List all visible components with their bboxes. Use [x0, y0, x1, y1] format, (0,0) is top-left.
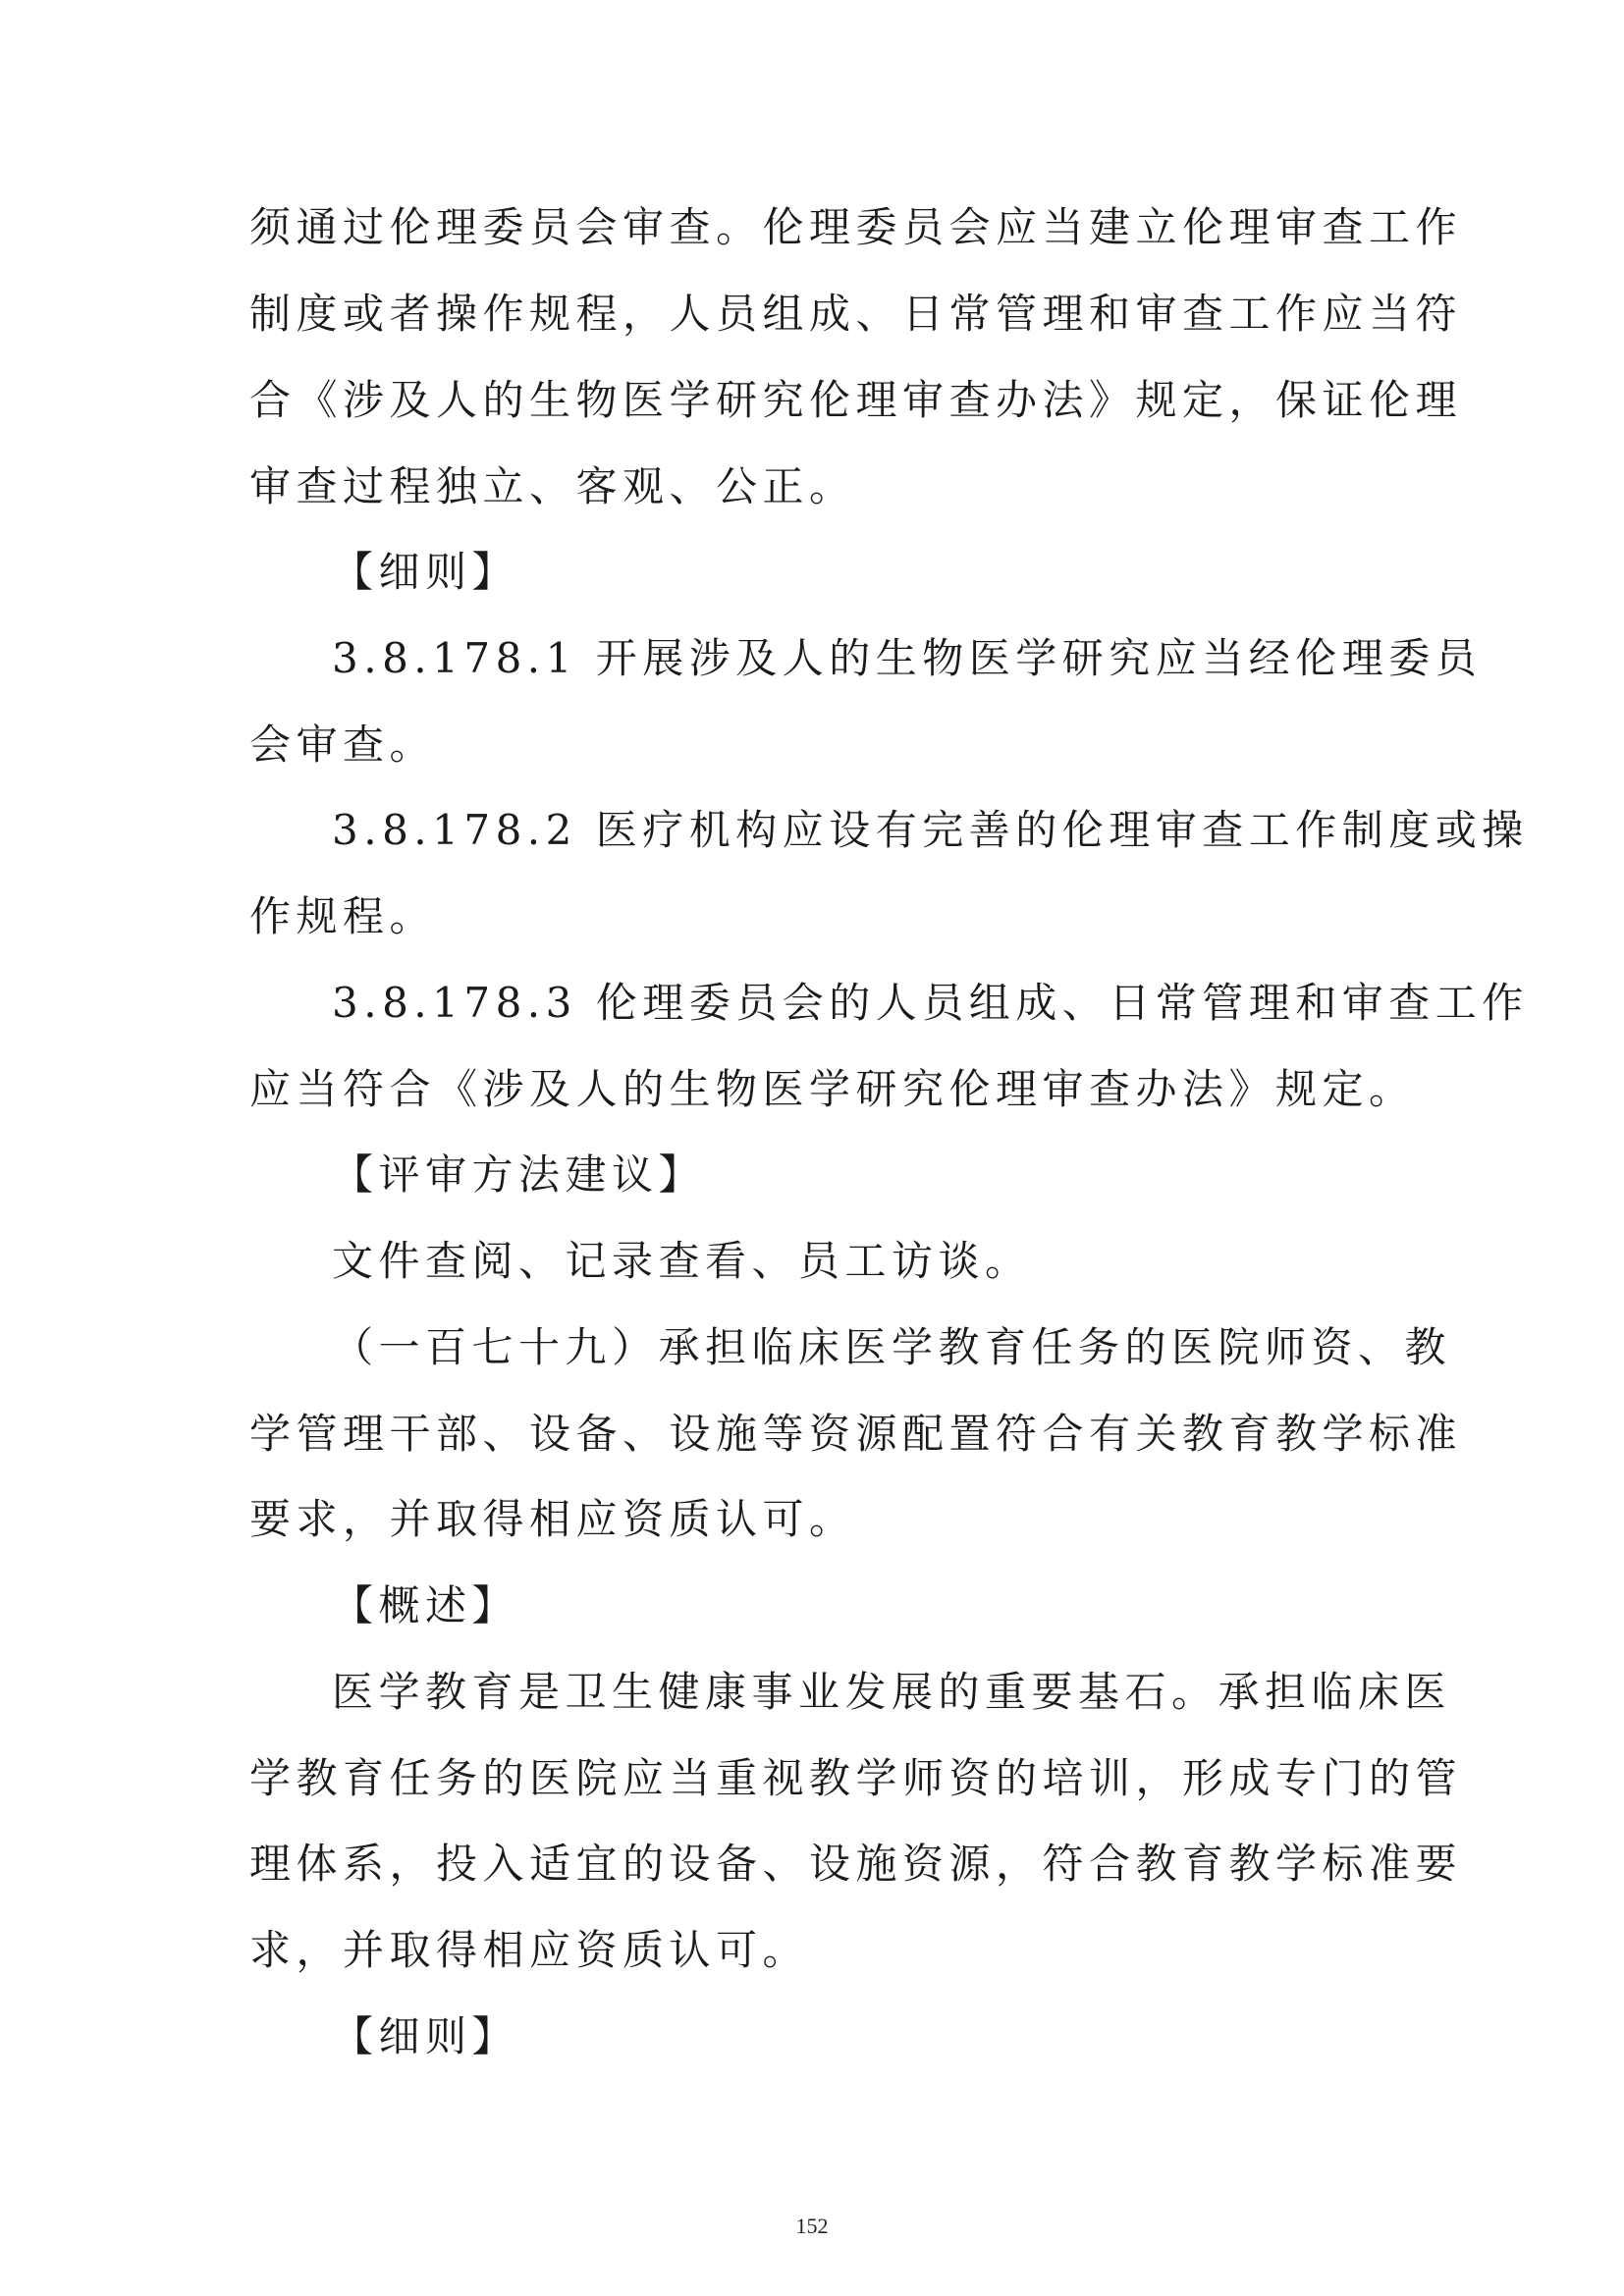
section-heading-details: 【细则】 — [332, 2012, 519, 2060]
section-heading-overview: 【概述】 — [332, 1581, 519, 1629]
review-methods-text: 文件查阅、记录查看、员工访谈。 — [332, 1237, 1032, 1285]
text-line: 合《涉及人的生物医学研究伦理审查办法》规定，保证伦理 — [249, 376, 1463, 424]
text-line: 学教育任务的医院应当重视教学师资的培训，形成专门的管 — [249, 1754, 1463, 1802]
overview-text: 医学教育是卫生健康事业发展的重要基石。承担临床医 — [332, 1668, 1452, 1716]
text-line: 审查过程独立、客观、公正。 — [249, 462, 856, 510]
text-line: 作规程。 — [249, 892, 437, 940]
text-line: 学管理干部、设备、设施等资源配置符合有关教育教学标准 — [249, 1410, 1463, 1458]
page-number: 152 — [795, 2214, 829, 2238]
text-line: 求，并取得相应资质认可。 — [249, 1926, 810, 1974]
text-line: 会审查。 — [249, 721, 437, 769]
text-line: 理体系，投入适宜的设备、设施资源，符合教育教学标准要 — [249, 1840, 1463, 1888]
clause-3-8-178-3: 3.8.178.3 伦理委员会的人员组成、日常管理和审查工作 — [332, 979, 1529, 1027]
text-line: 要求，并取得相应资质认可。 — [249, 1495, 856, 1543]
text-line: 应当符合《涉及人的生物医学研究伦理审查办法》规定。 — [249, 1065, 1416, 1113]
clause-3-8-178-1: 3.8.178.1 开展涉及人的生物医学研究应当经伦理委员 — [332, 634, 1483, 682]
text-line: 制度或者操作规程，人员组成、日常管理和审查工作应当符 — [249, 290, 1463, 338]
section-heading-review-methods: 【评审方法建议】 — [332, 1150, 706, 1199]
text-line: 须通过伦理委员会审查。伦理委员会应当建立伦理审查工作 — [249, 203, 1463, 251]
section-heading-details: 【细则】 — [332, 548, 519, 596]
clause-3-8-178-2: 3.8.178.2 医疗机构应设有完善的伦理审查工作制度或操 — [332, 806, 1529, 854]
article-179-title: （一百七十九）承担临床医学教育任务的医院师资、教 — [332, 1323, 1452, 1371]
